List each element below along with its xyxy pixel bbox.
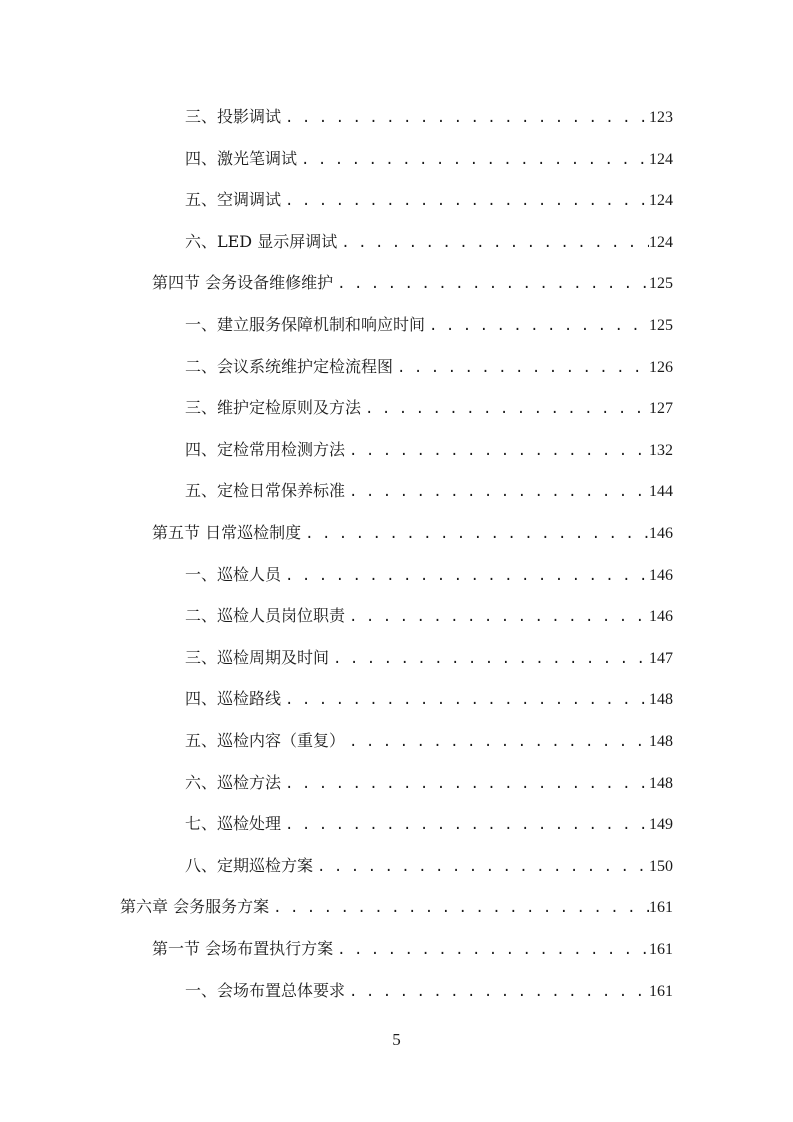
toc-entry-title: 一、巡检人员 (185, 564, 282, 584)
toc-entry-title: 第四节 会务设备维修维护 (152, 273, 334, 293)
toc-entry-title: 六、巡检方法 (185, 772, 282, 792)
toc-entry-title: 三、投影调试 (185, 107, 282, 126)
toc-entry-page: 148 (649, 691, 673, 709)
toc-entry-page: 161 (649, 982, 673, 1000)
toc-entry-page: 125 (649, 317, 673, 334)
toc-dot-leader (281, 767, 649, 800)
toc-entry[interactable] (185, 433, 673, 467)
toc-entry[interactable] (185, 142, 673, 176)
toc-entry-page: 127 (649, 400, 673, 418)
toc-entry[interactable] (185, 974, 673, 1008)
toc-dot-leader (281, 808, 649, 841)
toc-dot-leader (297, 143, 649, 176)
toc-entry-title: 六、LED 显示屏调试 (185, 231, 338, 251)
toc-entry-page: 132 (649, 441, 673, 459)
toc-dot-leader (281, 683, 649, 716)
toc-dot-leader (345, 475, 649, 508)
toc-entry[interactable] (185, 225, 673, 259)
toc-entry-page: 144 (649, 483, 673, 501)
toc-entry-page: 161 (649, 899, 673, 917)
toc-dot-leader (269, 891, 649, 924)
toc-entry-page: 146 (649, 566, 673, 584)
toc-dot-leader (345, 600, 649, 633)
toc-entry[interactable] (185, 724, 673, 758)
toc-dot-leader (333, 267, 649, 300)
toc-entry-page: 150 (649, 857, 673, 875)
toc-entry[interactable] (120, 890, 673, 924)
toc-dot-leader (345, 434, 649, 467)
toc-entry[interactable] (185, 599, 673, 633)
toc-entry[interactable] (185, 308, 673, 342)
toc-entry[interactable] (185, 641, 673, 675)
toc-entry-title: 五、定检日常保养标准 (185, 481, 346, 501)
toc-dot-leader (345, 975, 649, 1008)
toc-dot-leader (313, 850, 649, 883)
toc-entry-page: 161 (649, 941, 673, 958)
toc-entry-title: 七、巡检处理 (185, 814, 282, 834)
toc-dot-leader (393, 351, 649, 384)
toc-entry[interactable] (185, 474, 673, 508)
toc-entry-page: 123 (649, 109, 673, 126)
toc-dot-leader (361, 392, 649, 425)
toc-entry-page: 126 (649, 358, 673, 376)
toc-entry-title: 一、建立服务保障机制和响应时间 (185, 315, 426, 334)
toc-entry[interactable] (185, 766, 673, 800)
toc-entry[interactable] (152, 516, 673, 550)
toc-entry-page: 149 (649, 816, 673, 834)
toc-dot-leader (301, 517, 649, 550)
toc-entry-title: 五、空调调试 (185, 190, 282, 210)
toc-entry[interactable] (185, 350, 673, 384)
toc-dot-leader (329, 642, 649, 675)
page-number: 5 (392, 1030, 401, 1049)
toc-entry-title: 四、激光笔调试 (185, 148, 298, 168)
toc-entry[interactable] (185, 682, 673, 716)
toc-entry-title: 第五节 日常巡检制度 (152, 523, 302, 542)
toc-entry-page: 124 (649, 150, 673, 168)
toc-entry-page: 148 (649, 733, 673, 750)
toc-entry-page: 125 (649, 275, 673, 293)
toc-entry[interactable] (185, 100, 673, 134)
toc-entry-title: 五、巡检内容（重复） (185, 731, 346, 750)
toc-entry[interactable] (185, 807, 673, 841)
toc-entry-title: 八、定期巡检方案 (185, 855, 314, 875)
toc-entry-page: 146 (649, 525, 673, 542)
toc-dot-leader (281, 184, 649, 217)
toc-entry-page: 148 (649, 774, 673, 792)
toc-entry-title: 二、巡检人员岗位职责 (185, 606, 346, 626)
toc-entry-title: 一、会场布置总体要求 (185, 980, 346, 1000)
toc-entry[interactable] (185, 183, 673, 217)
toc-entry-page: 124 (649, 233, 673, 251)
toc-dot-leader (337, 226, 649, 259)
toc-entry[interactable] (185, 849, 673, 883)
toc-entry-title: 三、维护定检原则及方法 (185, 398, 362, 418)
toc-entry-title: 四、巡检路线 (185, 689, 282, 709)
toc-entry-page: 146 (649, 608, 673, 626)
toc-entry[interactable] (185, 558, 673, 592)
toc-dot-leader (345, 725, 649, 758)
toc-entry-title: 四、定检常用检测方法 (185, 439, 346, 459)
toc-entry-page: 147 (649, 649, 673, 667)
toc-entry-page: 124 (649, 192, 673, 210)
toc-entry-title: 三、巡检周期及时间 (185, 647, 330, 667)
toc-entry[interactable] (152, 932, 673, 966)
toc-entry-title: 二、会议系统维护定检流程图 (185, 356, 394, 376)
toc-entry[interactable] (185, 391, 673, 425)
toc-dot-leader (281, 559, 649, 592)
toc-entry-title: 第一节 会场布置执行方案 (152, 939, 334, 958)
toc-entry-title: 第六章 会务服务方案 (120, 897, 270, 917)
toc-dot-leader (333, 933, 649, 966)
toc-dot-leader (425, 309, 649, 342)
toc-entry[interactable] (152, 266, 673, 300)
toc-dot-leader (281, 101, 649, 134)
